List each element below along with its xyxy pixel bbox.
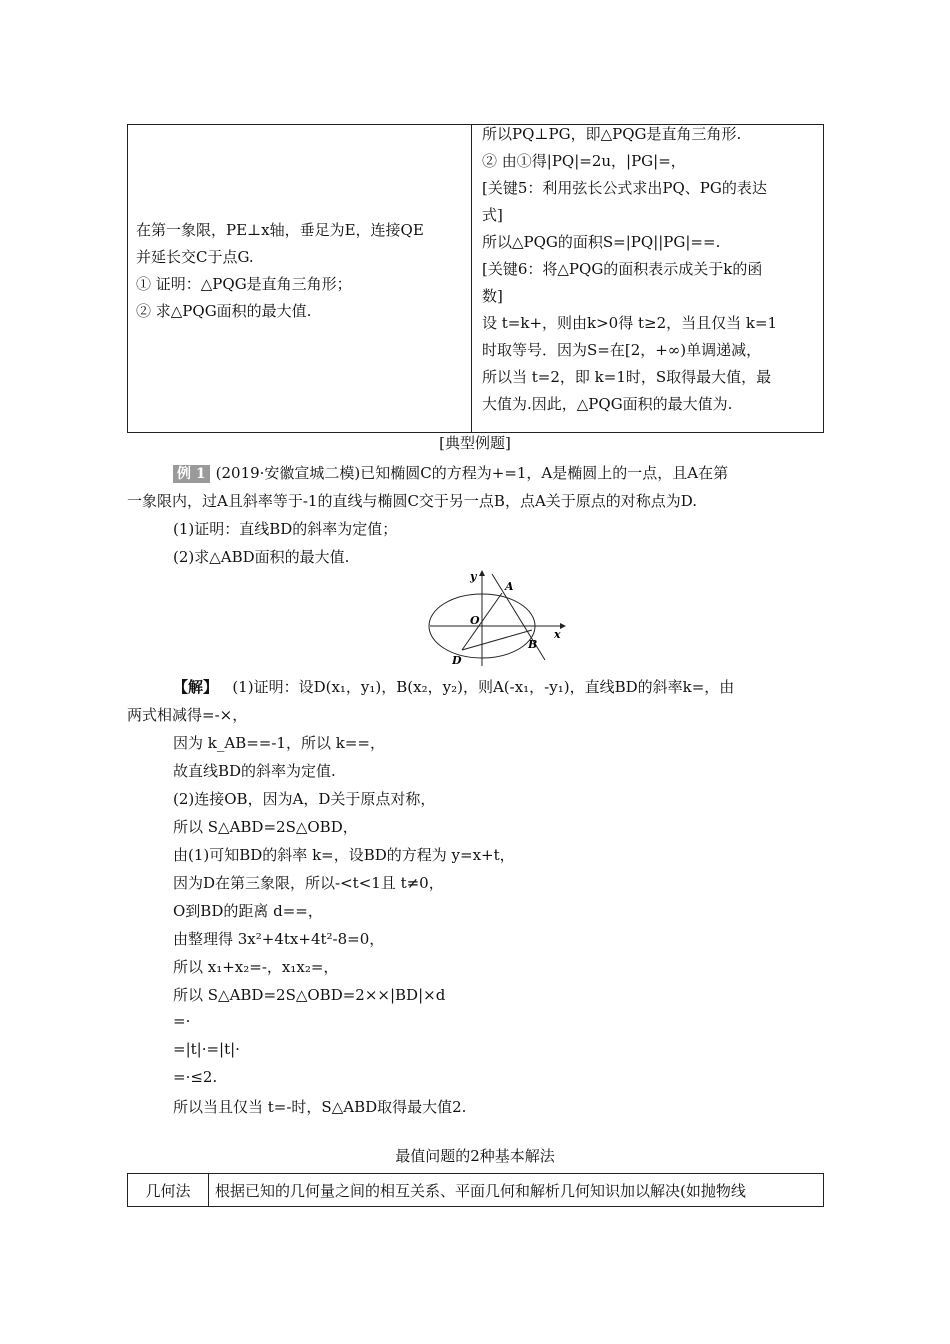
label-a: A [505, 580, 514, 593]
solution-step: (2)连接OB，因为A，D关于原点对称， [173, 790, 436, 808]
top-table [127, 124, 824, 433]
summary-title: 最值问题的2种基本解法 [395, 1147, 555, 1165]
example-text-1: (2019·安徽宣城二模)已知椭圆C的方程为+=1，A是椭圆上的一点，且A在第 [215, 464, 729, 482]
example-question-1: (1)证明：直线BD的斜率为定值； [173, 520, 398, 538]
solution-step: =|t|·=|t|· [173, 1040, 240, 1058]
top-table-right-cell [472, 125, 824, 433]
y-axis-arrow [479, 570, 485, 576]
left-line: 在第一象限，PE⊥x轴，垂足为E，连接QE [136, 221, 424, 239]
solution-step: O到BD的距离 d==， [173, 902, 323, 920]
solution-step: 由(1)可知BD的斜率 k=，设BD的方程为 y=x+t， [173, 846, 515, 864]
solution-step: 因为D在第三象限，所以-<t<1且 t≠0， [173, 874, 444, 892]
solution-tag: 【解】 [173, 678, 219, 696]
left-line: ① 证明：△PQG是直角三角形； [136, 275, 352, 293]
solution-line-1 [173, 676, 734, 697]
example-question-2: (2)求△ABD面积的最大值. [173, 548, 350, 566]
ellipse-figure [420, 568, 570, 668]
solution-step: 所以 S△ABD=2S△OBD， [173, 818, 358, 836]
left-line: 并延长交C于点G. [136, 248, 254, 266]
x-axis-arrow [560, 623, 566, 629]
label-x: x [554, 628, 561, 641]
right-line: 所以PQ⊥PG，即△PQG是直角三角形. [482, 125, 742, 143]
label-d: D [452, 654, 462, 667]
label-origin: O [470, 614, 480, 627]
right-line: [关键6：将△PQG的面积表示成关于k的函 [482, 260, 763, 278]
right-line: ② 由①得|PQ|=2u，|PG|=， [482, 152, 686, 170]
right-line: 设 t=k+，则由k>0得 t≥2，当且仅当 k=1 [482, 314, 778, 332]
right-line: 式] [482, 206, 503, 224]
example-line-2: 一象限内，过A且斜率等于-1的直线与椭圆C交于另一点B，点A关于原点的对称点为D. [127, 492, 698, 510]
solution-step: =· [173, 1012, 191, 1030]
section-heading: [典型例题] [439, 434, 511, 452]
solution-step: 故直线BD的斜率为定值. [173, 762, 336, 780]
top-table-left-cell [128, 125, 472, 433]
solution-step: 所以 S△ABD=2S△OBD=2××|BD|×d [173, 986, 446, 1004]
example-tag: 例 1 [173, 465, 210, 483]
right-line: 时取等号．因为S=在[2，+∞)单调递减， [482, 341, 762, 359]
solution-step: =·≤2. [173, 1068, 218, 1086]
right-line: 所以当 t=2，即 k=1时，S取得最大值，最 [482, 368, 772, 386]
solution-text-1: (1)证明：设D(x₁，y₁)，B(x₂，y₂)，则A(-x₁，-y₁)，直线BD的斜率k=，由 [232, 678, 735, 696]
method-text: 根据已知的几何量之间的相互关系、平面几何和解析几何知识加以解决(如抛物线 [209, 1174, 824, 1207]
solution-step: 因为 k_AB==-1，所以 k==， [173, 734, 385, 752]
right-line: 数] [482, 287, 503, 305]
bottom-table [127, 1173, 824, 1207]
label-b: B [528, 638, 538, 651]
solution-step: 由整理得 3x²+4tx+4t²-8=0， [173, 930, 385, 948]
solution-line-2: 两式相减得=-×， [127, 706, 248, 724]
right-line: 所以△PQG的面积S=|PQ||PG|==. [482, 233, 721, 251]
left-line: ② 求△PQG面积的最大值. [136, 302, 312, 320]
label-y: y [470, 570, 477, 583]
example-line-1 [173, 462, 728, 483]
right-line: [关键5：利用弦长公式求出PQ、PG的表达 [482, 179, 767, 197]
method-label: 几何法 [128, 1174, 209, 1207]
right-line: 大值为.因此，△PQG面积的最大值为. [482, 395, 733, 413]
solution-step: 所以 x₁+x₂=-，x₁x₂=， [173, 958, 339, 976]
solution-step: 所以当且仅当 t=-时，S△ABD取得最大值2. [173, 1098, 467, 1116]
